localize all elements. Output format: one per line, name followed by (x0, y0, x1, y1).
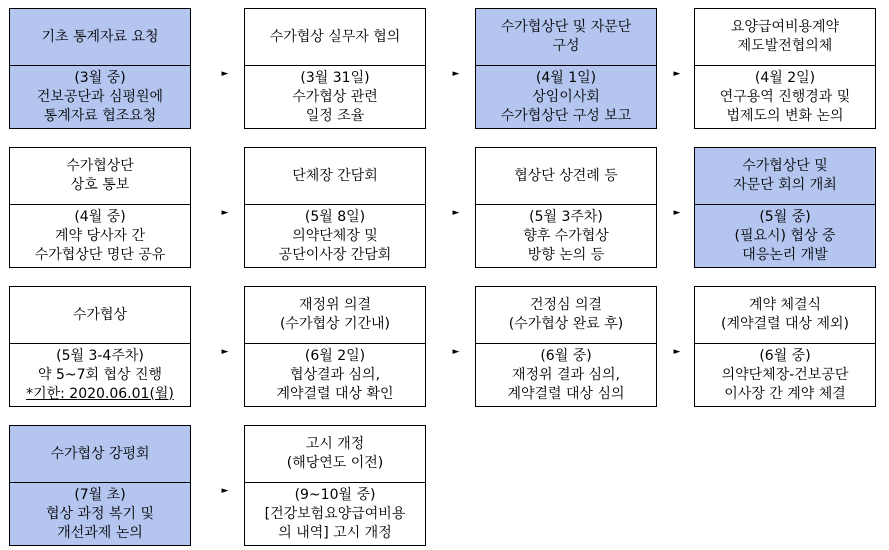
step-title-line: 협상단 상견례 등 (514, 167, 618, 184)
step-title-line: 수가협상단 및 (742, 158, 828, 174)
step-body-line: 통계자료 협조요청 (43, 107, 157, 124)
step-body-line: (6월 2일) (304, 347, 366, 364)
step-title-line: 재정위 의결 (298, 297, 372, 313)
step-box (244, 147, 426, 268)
step-body-line: (5월 중) (759, 208, 811, 225)
step-title-line: 상호 통보 (70, 177, 130, 193)
step-title-line: 제도발전협의체 (737, 38, 833, 54)
step-body-line: 개선과제 논의 (57, 524, 143, 541)
step-body (245, 66, 425, 128)
step-title-line: (수가협상 기간내) (279, 316, 391, 332)
step-body-line: 수가협상단 구성 보고 (500, 107, 632, 124)
step-box (694, 147, 876, 268)
step-title (245, 148, 425, 205)
arrow-right-icon: ► (221, 208, 229, 218)
step-body-line: 협상결과 심의, (289, 366, 381, 383)
arrow-right-icon: ► (673, 347, 681, 357)
step-body (10, 205, 190, 267)
step-box (9, 8, 191, 129)
step-box (9, 425, 191, 546)
step-box (475, 147, 657, 268)
step-title (476, 9, 656, 66)
step-box (244, 425, 426, 546)
step-body-line: (6월 중) (540, 347, 592, 364)
step-title (10, 287, 190, 344)
step-body-line: (6월 중) (759, 347, 811, 364)
step-body (10, 66, 190, 128)
step-body (695, 344, 875, 406)
step-body (10, 344, 190, 406)
step-title-line: 구성 (552, 38, 580, 54)
step-body-line: 법제도의 변화 논의 (726, 107, 844, 124)
step-box (244, 8, 426, 129)
step-body-line: 수가협상단 명단 공유 (34, 246, 166, 263)
step-title (10, 9, 190, 66)
step-body-line: 약 5~7회 협상 진행 (37, 366, 163, 383)
step-body-line: 계약 당사자 간 (54, 227, 146, 244)
step-title (695, 9, 875, 66)
step-body-line: 의약단체장-건보공단 (721, 366, 849, 383)
step-body-line: 공단이사장 간담회 (278, 246, 392, 263)
step-box (244, 286, 426, 407)
step-body-line: (5월 3-4주차) (56, 347, 144, 364)
step-box (9, 147, 191, 268)
step-body-line: (7월 초) (74, 486, 126, 503)
step-title-line: 기초 통계자료 요청 (41, 28, 159, 45)
step-title-line: 계약 체결식 (748, 297, 822, 313)
step-body-line: 이사장 간 계약 체결 (724, 385, 846, 402)
step-body-line: 일정 조율 (305, 107, 365, 124)
step-body (476, 344, 656, 406)
step-title-line: (수가협상 완료 후) (508, 316, 624, 332)
step-body-line: 연구용역 진행경과 및 (719, 88, 851, 105)
step-title (695, 287, 875, 344)
step-title (245, 9, 425, 66)
step-title (476, 287, 656, 344)
step-body-line: (5월 3주차) (529, 208, 603, 225)
step-body (10, 483, 190, 545)
arrow-right-icon: ► (221, 486, 229, 496)
step-box (694, 8, 876, 129)
step-body-line: 수가협상 관련 (292, 88, 378, 105)
step-box (475, 8, 657, 129)
arrow-right-icon: ► (221, 69, 229, 79)
step-body-line: *기한: 2020.06.01(월) (26, 385, 174, 402)
step-body-line: 의 내역] 고시 개정 (278, 524, 392, 541)
step-title-line: 수가협상단 (66, 158, 134, 174)
arrow-right-icon: ► (673, 69, 681, 79)
step-box (475, 286, 657, 407)
step-title-line: 수가협상단 및 자문단 (500, 19, 632, 35)
arrow-right-icon: ► (452, 347, 460, 357)
step-body-line: 향후 수가협상 (523, 227, 609, 244)
step-box (9, 286, 191, 407)
step-body-line: 상임이사회 (532, 88, 600, 105)
step-body-line: 협상 과정 복기 및 (45, 505, 155, 522)
arrow-right-icon: ► (221, 347, 229, 357)
step-body-line: 재정위 결과 심의, (511, 366, 621, 383)
step-body-line: 대응논리 개발 (742, 246, 828, 263)
step-body-line: [건강보험요양급여비용 (264, 505, 406, 522)
step-title-line: (계약결렬 대상 제외) (720, 316, 850, 332)
step-title (695, 148, 875, 205)
step-body (245, 344, 425, 406)
step-title (10, 426, 190, 483)
step-body-line: (5월 8일) (304, 208, 366, 225)
step-title (245, 287, 425, 344)
step-title (245, 426, 425, 483)
step-title-line: 단체장 간담회 (292, 167, 378, 184)
step-body-line: (4월 2일) (754, 69, 816, 86)
step-title-line: 건정심 의결 (529, 297, 603, 313)
step-body-line: (9~10월 중) (294, 486, 376, 503)
step-body (695, 205, 875, 267)
step-title-line: (해당연도 이전) (286, 455, 384, 471)
arrow-right-icon: ► (673, 208, 681, 218)
step-body-line: 건보공단과 심평원에 (36, 88, 164, 105)
step-body-line: 의약단체장 및 (292, 227, 378, 244)
arrow-right-icon: ► (452, 208, 460, 218)
step-box (694, 286, 876, 407)
step-body-line: 계약결렬 대상 확인 (276, 385, 394, 402)
step-body-line: (4월 1일) (535, 69, 597, 86)
step-body-line: 방향 논의 등 (527, 246, 605, 263)
step-title-line: 자문단 회의 개최 (733, 177, 837, 193)
step-body-line: (3월 31일) (300, 69, 370, 86)
step-body-line: (3월 중) (74, 69, 126, 86)
step-body (245, 483, 425, 545)
step-title-line: 수가협상 강평회 (50, 445, 150, 462)
step-body (476, 66, 656, 128)
step-body-line: (4월 중) (74, 208, 126, 225)
step-body (476, 205, 656, 267)
step-body (245, 205, 425, 267)
step-title-line: 요양급여비용계약 (730, 19, 840, 35)
step-body-line: 계약결렬 대상 심의 (507, 385, 625, 402)
step-title-line: 수가협상 (72, 306, 128, 323)
step-title (476, 148, 656, 205)
step-title-line: 고시 개정 (305, 436, 365, 452)
step-body (695, 66, 875, 128)
step-body-line: (필요시) 협상 중 (734, 227, 836, 244)
arrow-right-icon: ► (452, 69, 460, 79)
step-title-line: 수가협상 실무자 협의 (269, 28, 401, 45)
step-title (10, 148, 190, 205)
